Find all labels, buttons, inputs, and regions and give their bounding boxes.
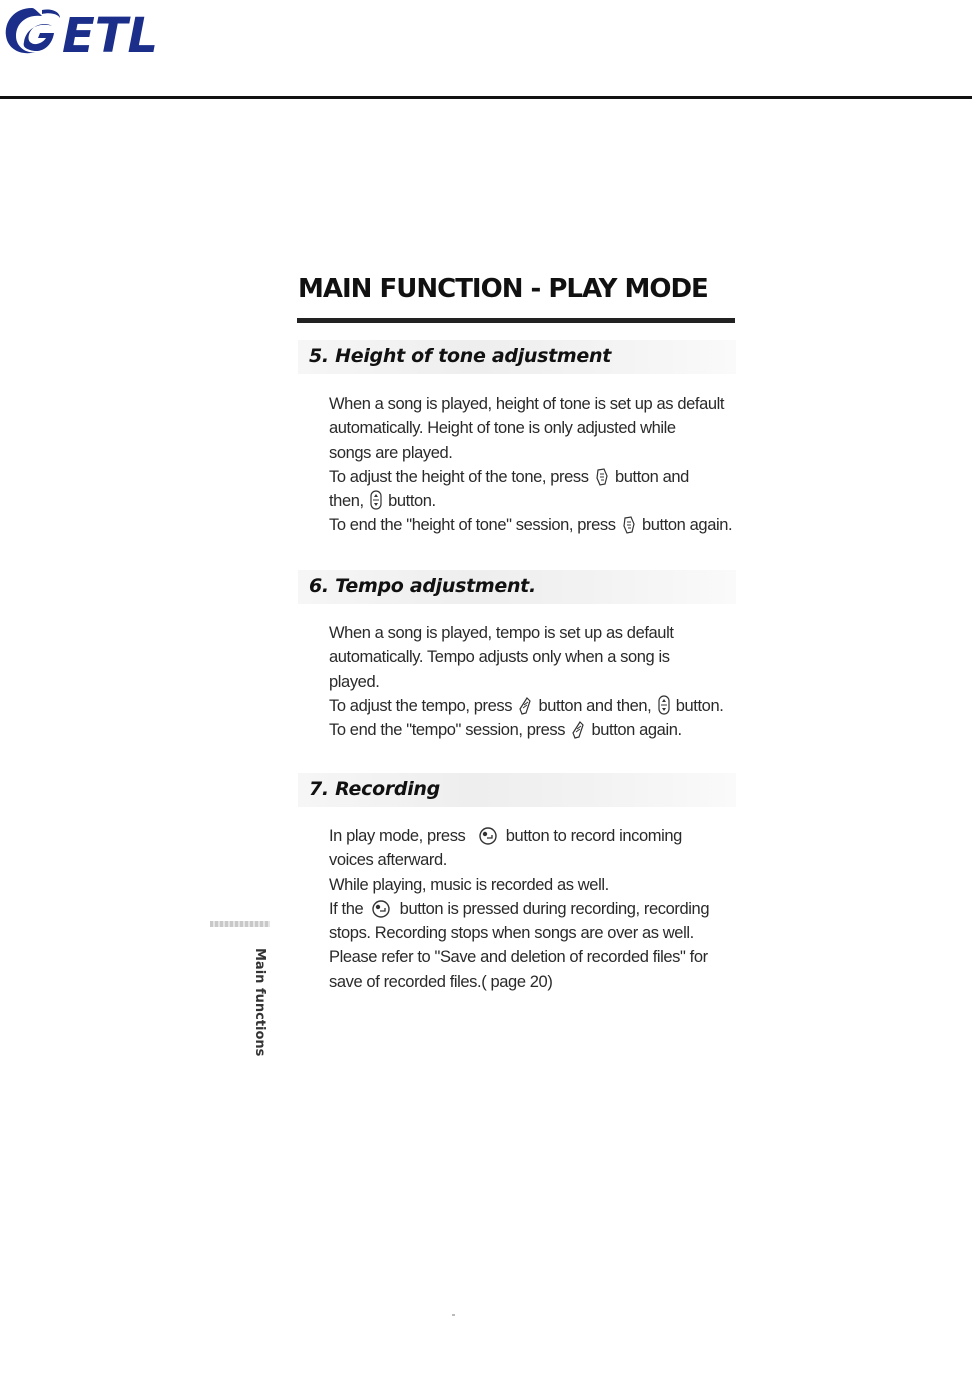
text-line: When a song is played, height of tone is set up as default [329, 395, 725, 413]
text-fragment: button to record incoming [505, 827, 682, 845]
text-fragment: In play mode, press [329, 827, 466, 845]
text-fragment: button again. [591, 721, 682, 740]
tempo-button-icon [518, 697, 532, 715]
text-line [329, 824, 749, 848]
text-line [329, 897, 749, 921]
section-heading-tempo: 6. Tempo adjustment. [309, 575, 536, 597]
logo-text: ETL [62, 8, 159, 62]
record-button-icon [478, 827, 498, 845]
text-line: Please refer to "Save and deletion of recorded files" for [329, 948, 708, 967]
text-line [329, 718, 749, 742]
text-line [329, 465, 749, 489]
text-line: While playing, music is recorded as well. [329, 875, 609, 894]
text-line: automatically. Height of tone is only adjusted while [329, 419, 676, 438]
text-fragment: If the [329, 899, 364, 918]
side-tab [252, 948, 272, 1068]
text-fragment: button. [675, 696, 724, 715]
tone-button-icon [595, 468, 609, 486]
up-down-button-icon [658, 695, 670, 715]
tempo-button-icon [571, 721, 585, 739]
tone-button-icon [622, 516, 636, 534]
text-line: save of recorded files.( page 20) [329, 972, 553, 991]
text-line [329, 489, 749, 513]
up-down-button-icon [370, 490, 382, 510]
text-line [329, 694, 749, 718]
text-fragment: To adjust the tempo, press [329, 696, 513, 715]
text-fragment: button again. [641, 516, 733, 535]
page-title: MAIN FUNCTION - PLAY MODE [298, 274, 708, 304]
text-fragment: button. [388, 492, 436, 511]
text-line: played. [329, 672, 380, 691]
text-fragment: button is pressed during recording, recording [399, 899, 710, 918]
text-line: stops. Recording stops when songs are over as well. [329, 924, 694, 943]
text-fragment: then, [329, 492, 364, 511]
text-fragment: To adjust the height of the tone, press [329, 467, 589, 486]
section-body-tone [329, 392, 749, 538]
text-fragment: To end the "height of tone" session, press [329, 516, 616, 535]
section-heading-recording: 7. Recording [309, 778, 440, 800]
text-fragment: button and [614, 467, 689, 486]
side-tab-marker [210, 921, 270, 927]
etl-logo [2, 2, 172, 62]
section-body-tempo [329, 621, 749, 742]
side-tab-label: Main functions [252, 948, 267, 1057]
text-fragment: button and then, [538, 696, 652, 715]
section-heading-tone: 5. Height of tone adjustment [309, 345, 612, 367]
scan-speck [452, 1314, 455, 1316]
text-line: songs are played. [329, 443, 453, 462]
text-fragment: To end the "tempo" session, press [329, 721, 566, 740]
record-button-icon [371, 900, 391, 918]
header-rule [0, 96, 972, 99]
text-line: automatically. Tempo adjusts only when a song is [329, 648, 670, 667]
section-body-recording [329, 824, 749, 994]
title-rule [297, 318, 735, 323]
text-line [329, 513, 749, 537]
text-line: voices afterward. [329, 851, 447, 870]
text-line: When a song is played, tempo is set up as default [329, 624, 674, 642]
